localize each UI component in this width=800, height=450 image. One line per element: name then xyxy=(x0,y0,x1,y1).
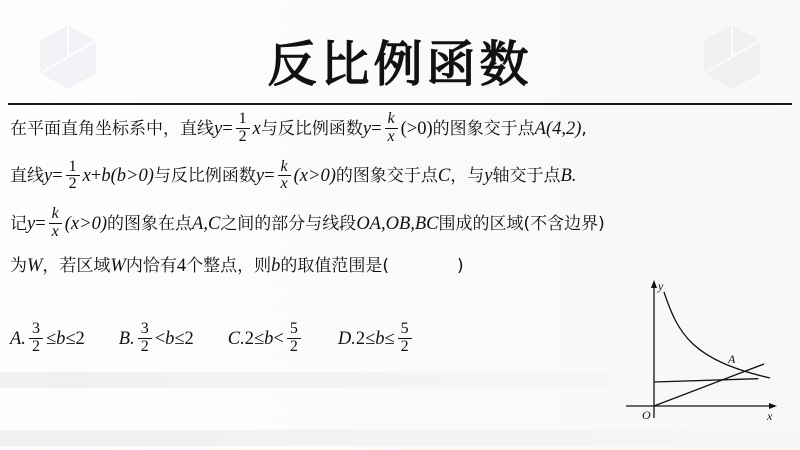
line1-eq2: = xyxy=(371,118,382,139)
line4-text-4: 个整点，则 xyxy=(186,255,272,276)
choice-a-var: b xyxy=(56,328,66,349)
title-divider xyxy=(8,103,792,105)
line2-eq1: = xyxy=(52,166,63,187)
line3-eq: = xyxy=(35,213,46,234)
line3-condition: (x>0) xyxy=(64,213,108,234)
line2-y1: y xyxy=(44,166,53,187)
decorative-band-1 xyxy=(0,372,610,388)
line2-axis: y xyxy=(484,166,493,187)
choice-b[interactable] xyxy=(119,322,194,357)
line2-fraction-2 xyxy=(278,159,291,194)
choice-c-rel2: < xyxy=(273,328,284,349)
choice-a[interactable] xyxy=(10,322,85,357)
choice-c-label: C. xyxy=(227,328,245,349)
choice-b-value: 2 xyxy=(184,328,194,349)
problem-line-2 xyxy=(10,157,790,195)
choice-c-var: b xyxy=(264,328,274,349)
problem-line-4 xyxy=(10,255,790,278)
line2-text-1: 直线 xyxy=(10,166,44,187)
line4-b: b xyxy=(271,255,281,276)
choice-d-var: b xyxy=(375,328,385,349)
choice-d-rel2: ≤ xyxy=(384,328,395,349)
choice-b-fraction xyxy=(138,321,152,356)
choice-b-var: b xyxy=(165,328,175,349)
line2-frac1-den: 2 xyxy=(66,175,80,193)
hyperbola-curve xyxy=(664,292,770,378)
line1-text-4: , xyxy=(581,118,587,139)
line3-segments: OA,OB,BC xyxy=(356,213,439,234)
choice-a-frac-num: 3 xyxy=(31,320,40,337)
y-axis-arrow xyxy=(651,280,657,288)
choice-c-frac-den: 2 xyxy=(287,338,301,356)
line3-frac-num: k xyxy=(51,205,59,223)
choice-c[interactable] xyxy=(228,322,304,357)
line1-x1: x xyxy=(252,118,261,139)
line2-fraction-1 xyxy=(66,159,80,194)
choice-d-value: 2 xyxy=(355,328,366,349)
line3-text-3: 之间的部分与线段 xyxy=(220,213,357,234)
line2-frac2-num: k xyxy=(280,157,288,175)
line3-y: y xyxy=(27,213,36,234)
line2-point-c: C xyxy=(437,166,451,187)
choice-a-value: 2 xyxy=(75,328,85,349)
line4-text-5: 的取值范围是( xyxy=(280,255,389,276)
choice-a-rel2: ≤ xyxy=(65,328,76,349)
line4-text-1: 为 xyxy=(10,255,27,276)
line2-eq2: = xyxy=(264,166,275,187)
line1-y1: y xyxy=(214,118,223,139)
point-a-label: A xyxy=(728,352,736,366)
line2-text-2: 与反比例函数 xyxy=(153,166,256,187)
line3-text-4: 围成的区域(不含边界) xyxy=(438,213,605,234)
line-with-intercept xyxy=(654,345,758,415)
choice-a-fraction xyxy=(29,321,43,356)
line3-text-1: 记 xyxy=(10,213,27,234)
coordinate-figure xyxy=(612,278,782,436)
line1-point-a: A(4,2) xyxy=(534,118,582,139)
line3-points-ac: A,C xyxy=(192,213,221,234)
choice-d-label: D. xyxy=(337,328,356,349)
choice-c-value: 2 xyxy=(244,328,254,349)
choice-d[interactable] xyxy=(338,322,415,357)
line1-frac2-den: x xyxy=(385,128,398,146)
line1-frac1-den: 2 xyxy=(236,128,250,146)
choice-d-rel1: ≤ xyxy=(365,328,376,349)
line4-count: 4 xyxy=(176,255,187,276)
choice-c-rel1: ≤ xyxy=(254,328,265,349)
line2-text-4: ，与 xyxy=(450,166,485,187)
choice-b-frac-den: 2 xyxy=(138,338,152,356)
page-title: 反比例函数 xyxy=(267,35,533,93)
line1-eq1: = xyxy=(222,118,233,139)
line1-text-2: 与反比例函数 xyxy=(260,118,363,139)
line3-fraction xyxy=(49,206,62,241)
line4-region-w2: W xyxy=(110,255,126,276)
line1-frac2-num: k xyxy=(387,110,395,127)
problem-line-1 xyxy=(10,112,790,147)
line1-frac1-num: 1 xyxy=(238,110,247,127)
line2-condition-2: (x>0) xyxy=(293,166,336,187)
choice-d-frac-num: 5 xyxy=(400,320,409,337)
choice-b-frac-num: 3 xyxy=(140,320,149,337)
choice-a-rel1: ≤ xyxy=(45,328,57,349)
line2-x1: x xyxy=(82,166,91,187)
choice-b-rel1: < xyxy=(154,328,166,349)
problem-line-3 xyxy=(10,207,790,242)
line2-plus: + xyxy=(90,166,102,187)
line2-y2: y xyxy=(255,166,265,187)
choice-c-fraction xyxy=(287,321,301,356)
line2-frac2-den: x xyxy=(278,175,291,193)
choice-c-frac-num: 5 xyxy=(289,320,298,337)
problem-statement xyxy=(10,112,790,291)
line4-region-w: W xyxy=(27,255,43,276)
line2-point-b: B. xyxy=(560,166,577,187)
line2-text-5: 轴交于点 xyxy=(492,166,561,187)
line1-fraction-2 xyxy=(385,111,398,146)
line1-y2: y xyxy=(362,118,372,139)
line2-text-3: 的图象交于点 xyxy=(335,166,438,187)
choice-d-fraction xyxy=(398,321,412,356)
line1-text-3: 的图象交于点 xyxy=(432,118,535,139)
line4-text-3: 内恰有 xyxy=(125,255,177,276)
line1-text-1: 在平面直角坐标系中，直线 xyxy=(10,118,214,139)
choice-a-frac-den: 2 xyxy=(29,338,43,356)
line4-text-2: ，若区域 xyxy=(42,255,111,276)
choice-b-label: B. xyxy=(118,328,135,349)
answer-choices xyxy=(10,322,610,357)
line2-frac1-num: 1 xyxy=(68,157,77,175)
line1-condition: (>0) xyxy=(400,118,433,139)
line1-fraction-1 xyxy=(236,111,250,146)
line3-text-2: 的图象在点 xyxy=(107,213,193,234)
line-through-origin xyxy=(654,364,764,406)
origin-label: O xyxy=(642,408,651,422)
choice-a-label: A. xyxy=(10,328,26,349)
choice-b-rel2: ≤ xyxy=(174,328,185,349)
y-axis-label: y xyxy=(658,279,664,293)
choice-d-frac-den: 2 xyxy=(398,338,412,356)
line2-b: b xyxy=(101,166,111,187)
line4-text-6: ) xyxy=(388,255,464,276)
line2-condition-1: (b>0) xyxy=(110,166,154,187)
line3-frac-den: x xyxy=(49,223,62,241)
x-axis-label: x xyxy=(767,409,773,423)
